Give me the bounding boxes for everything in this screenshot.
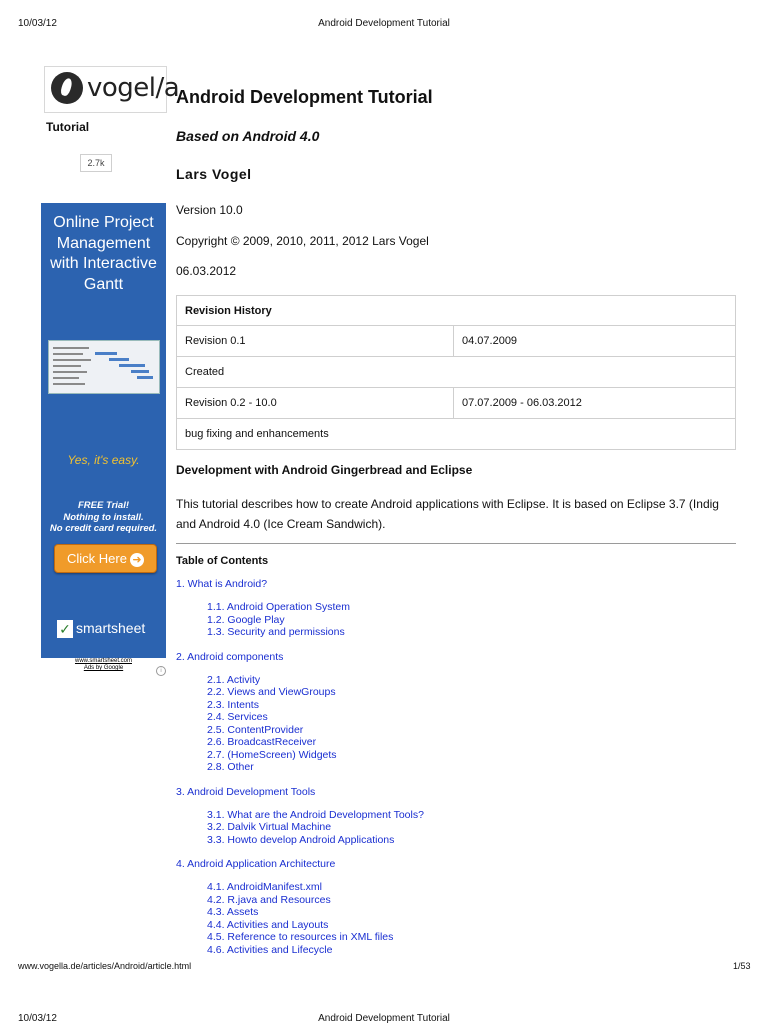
ad-attribution[interactable] (41, 658, 166, 672)
share-count-badge[interactable]: 2.7k (80, 154, 112, 172)
print-header-date: 10/03/12 (18, 18, 57, 29)
toc-item-link[interactable]: 4.3. Assets (207, 906, 259, 918)
toc-item-link[interactable]: 2.8. Other (207, 761, 254, 773)
toc-item-link[interactable]: 4.1. AndroidManifest.xml (207, 881, 322, 893)
toc-item-link[interactable]: 2.4. Services (207, 711, 268, 723)
footer-url: www.vogella.de/articles/Android/article.html (18, 961, 192, 971)
revision-history-header: Revision History (177, 296, 736, 326)
article-version: Version 10.0 (176, 203, 243, 217)
toc-item-link[interactable]: 1.1. Android Operation System (207, 601, 350, 613)
ads-by-google-link[interactable]: Ads by Google (83, 665, 124, 671)
toc-section-link[interactable]: 3. Android Development Tools (176, 785, 316, 798)
article-copyright: Copyright © 2009, 2010, 2011, 2012 Lars Vogel (176, 234, 429, 248)
ad-gantt-screenshot (48, 340, 160, 394)
revision-history-table (176, 295, 736, 450)
checkmark-icon: ✓ (57, 620, 73, 638)
table-of-contents (176, 577, 424, 967)
toc-item-link[interactable]: 3.3. Howto develop Android Applications (207, 833, 395, 846)
vogella-logo-text: vogel/a (87, 73, 180, 103)
toc-item-link[interactable]: 2.5. ContentProvider (207, 723, 304, 736)
toc-section-link[interactable]: 4. Android Application Architecture (176, 858, 336, 870)
ad-tagline: Yes, it's easy. (67, 453, 140, 467)
table-row: Revision 0.2 - 10.0 07.07.2009 - 06.03.2012 (177, 388, 736, 419)
toc-item-link[interactable]: 4.2. R.java and Resources (207, 893, 331, 906)
vogella-logo-icon (51, 72, 83, 104)
ad-url-link[interactable]: www.smartsheet.com (74, 658, 132, 664)
smartsheet-logo: ✓ smartsheet (57, 620, 145, 638)
toc-item-link[interactable]: 2.2. Views and ViewGroups (207, 686, 336, 698)
tutorial-label: Tutorial (46, 120, 90, 134)
article-description: This tutorial describes how to create Android applications with Eclipse. It is based on Eclipse 3.7 (Indig and Android 4.0 (Ice Cream Sandwich). (176, 497, 719, 531)
arrow-right-icon: ➜ (130, 553, 144, 567)
ad-click-here-button[interactable]: Click Here ➜ (54, 544, 157, 573)
print-header-title: Android Development Tutorial (318, 18, 450, 29)
toc-item-link[interactable]: 4.6. Activities and Lifecycle (207, 943, 333, 956)
table-row: bug fixing and enhancements (177, 419, 736, 450)
ad-free-trial-text: FREE Trial! Nothing to install. No credit card required. (49, 500, 158, 534)
smartsheet-ad[interactable] (41, 203, 166, 658)
toc-item-link[interactable]: 1.2. Google Play (207, 613, 285, 626)
table-row: Revision 0.1 04.07.2009 (177, 326, 736, 357)
ad-info-icon[interactable]: i (156, 666, 166, 676)
toc-section-link[interactable]: 2. Android components (176, 650, 284, 663)
toc-item-link[interactable]: 4.5. Reference to resources in XML files (207, 931, 394, 943)
next-page-header-title: Android Development Tutorial (318, 1013, 450, 1024)
toc-item-link[interactable]: 2.1. Activity (207, 673, 261, 686)
toc-item-link[interactable]: 3.2. Dalvik Virtual Machine (207, 821, 332, 833)
toc-title: Table of Contents (176, 555, 269, 567)
toc-item-link[interactable]: 2.3. Intents (207, 698, 259, 711)
toc-item-link[interactable]: 4.4. Activities and Layouts (207, 918, 329, 931)
toc-item-link[interactable]: 2.6. BroadcastReceiver (207, 736, 317, 748)
article-subtitle: Based on Android 4.0 (176, 128, 320, 144)
toc-section-link[interactable]: 1. What is Android? (176, 578, 268, 590)
toc-item-link[interactable]: 1.3. Security and permissions (207, 626, 345, 638)
toc-item-link[interactable]: 3.1. What are the Android Development Tools? (207, 808, 424, 821)
divider (176, 543, 736, 544)
ad-headline: Online Project Management with Interactive Gantt (50, 214, 157, 293)
article-title: Android Development Tutorial (176, 87, 433, 107)
vogella-logo[interactable] (44, 66, 180, 113)
table-row: Created (177, 357, 736, 388)
article-date: 06.03.2012 (176, 264, 237, 278)
next-page-header-date: 10/03/12 (18, 1013, 57, 1024)
footer-page-number: 1/53 (733, 961, 751, 971)
article-author: Lars Vogel (176, 166, 252, 182)
toc-item-link[interactable]: 2.7. (HomeScreen) Widgets (207, 748, 337, 761)
section-heading: Development with Android Gingerbread and Eclipse (176, 463, 473, 477)
